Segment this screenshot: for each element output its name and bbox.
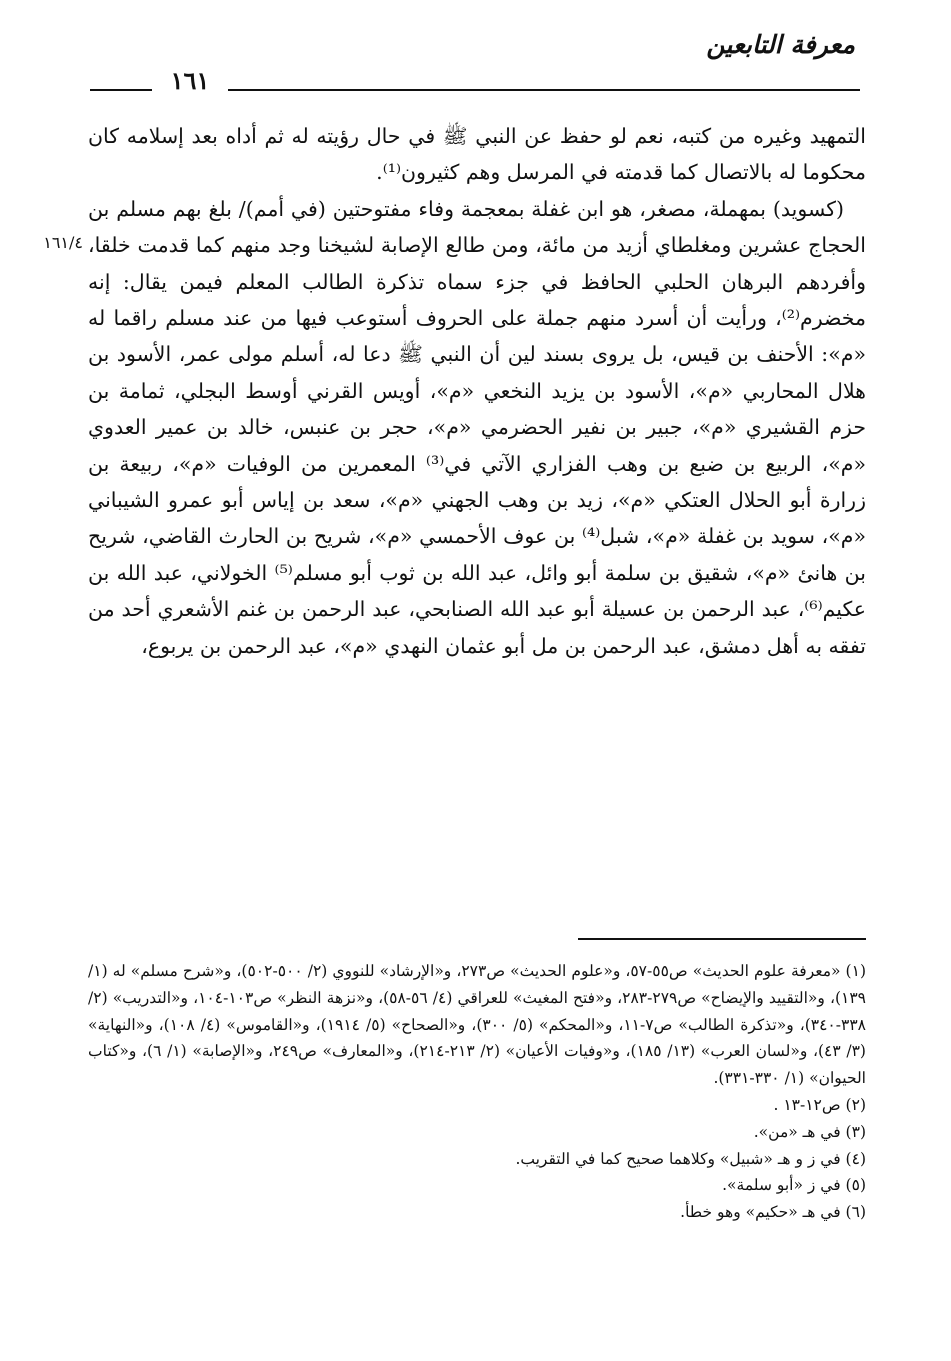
footnote-separator: [578, 938, 866, 940]
footnote-3: (٣) في هـ «من».: [753, 1122, 866, 1141]
main-text: [88, 118, 866, 664]
footnote-5: (٥) في ز «أبو سلمة».: [722, 1176, 866, 1195]
paragraph-1: التمهيد وغيره من كتبه، نعم لو حفظ عن النبي ﷺ في حال رؤيته له ثم أداه بعد إسلامه كان محكوما له بالاتصال كما قدمته في المرسل وهم كثيرون⁽¹⁾.: [88, 124, 866, 185]
footnote-4: (٤) في ز و هـ «شبيل» وكلاهما صحيح كما في التقريب.: [515, 1149, 866, 1168]
footnote-2: (٢) ص١٢-١٣ .: [773, 1095, 866, 1114]
footnotes: [88, 958, 866, 1226]
running-header-title: معرفة التابعين: [706, 30, 855, 59]
paragraph-2: (كسويد) بمهملة، مصغر، هو ابن غفلة بمعجمة وفاء مفتوحتين (في أمم)/ بلغ بهم مسلم بن الحجاج عشرين ومغلطاي أزيد من مائة، ومن طالع الإصابة لشيخنا وجد منهم كما قدمت خلقا، وأفردهم البرهان الحلبي الحافظ في جزء سماه تذكرة الطالب المعلم فيمن يقال: إنه مخضرم⁽²⁾، ورأيت أن أسرد منهم جملة على الحروف أستوعب فيها من عند مسلم راقما له «م»: الأحنف بن قيس، بل يروى بسند لين أن النبي ﷺ دعا له، أسلم مولى عمر، الأسود بن هلال المحاربي «م»، الأسود بن يزيد النخعي «م»، أويس القرني أوسط البجلي، ثمامة بن حزم القشيري «م»، جبير بن نفير الحضرمي «م»، حجر بن عنبس، خالد بن عمير العدوي «م»، الربيع بن ضبع بن وهب الفزاري الآتي في⁽³⁾ المعمرين من الوفيات «م»، ربيعة بن زرارة أبو الحلال العتكي «م»، زيد بن وهب الجهني «م»، سعد بن إياس أبو عمرو الشيباني «م»، سويد بن غفلة «م»، شبل⁽⁴⁾ بن عوف الأحمسي «م»، شريح بن الحارث القاضي، شريح بن هانئ «م»، شقيق بن سلمة أبو وائل، عبد الله بن ثوب أبو مسلم⁽⁵⁾ الخولاني، عبد الله بن عكيم⁽⁶⁾، عبد الرحمن بن عسيلة أبو عبد الله الصنابحي، عبد الرحمن بن غنم الأشعري أحد من تفقه به أهل دمشق، عبد الرحمن بن مل أبو عثمان النهدي «م»، عبد الرحمن بن يربوع،: [88, 196, 866, 658]
page-number: ١٦١: [170, 66, 210, 95]
header-rule-right: [228, 89, 860, 91]
margin-reference: ١٦١/٤: [43, 233, 83, 252]
footnote-1: (١) «معرفة علوم الحديث» ص٥٥-٥٧، و«علوم الحديث» ص٢٧٣، و«الإرشاد» للنووي (٢/ ٥٠٠-٥٠٢)، و«شرح مسلم» له (١/ ١٣٩)، و«التقييد والإيضاح» ص٢٧٩-٢٨٣، و«فتح المغيث» للعراقي (٤/ ٥٦-٥٨)، و«نزهة النظر» ص١٠٣-١٠٤، و«التدريب» (٢/ ٣٣٨-٣٤٠)، و«تذكرة الطالب» ص٧-١١، و«المحكم» (٥/ ٣٠٠)، و«الصحاح» (٥/ ١٩١٤)، و«القاموس» (٤/ ١٠٨)، و«النهاية» (٣/ ٤٣)، و«لسان العرب» (١٣/ ١٨٥)، و«وفيات الأعيان» (٢/ ٢١٣-٢١٤)، و«المعارف» ص٢٤٩، و«الإصابة» (١/ ٦)، و«كتاب الحيوان» (١/ ٣٣٠-٣٣١).: [88, 962, 866, 1088]
footnote-6: (٦) في هـ «حكيم» وهو خطأ.: [680, 1203, 866, 1222]
header-rule-left: [90, 89, 152, 91]
